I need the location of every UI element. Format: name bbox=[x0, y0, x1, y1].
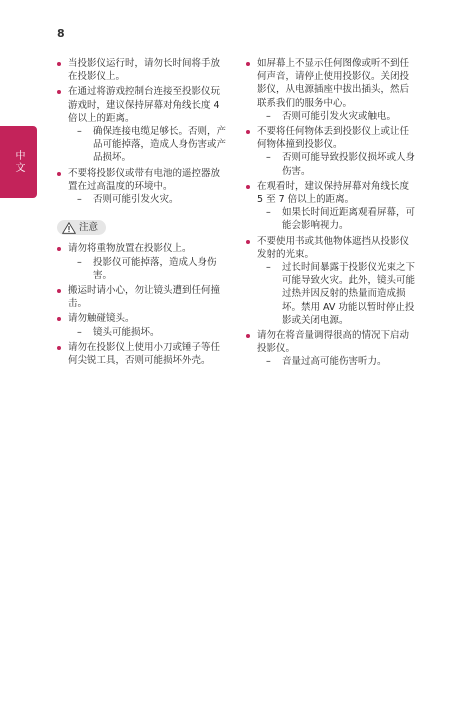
bullet-text: 不要将任何物体丢到投影仪上或让任何物体撞到投影仪。 bbox=[257, 126, 410, 151]
caution-badge bbox=[57, 220, 106, 235]
sub-item bbox=[266, 151, 416, 177]
bullet-text: 在通过将游戏控制台连接至投影仪玩游戏时，建议保持屏幕对角线长度 4 倍以上的距离。 bbox=[68, 86, 221, 124]
left-list-after bbox=[57, 242, 227, 367]
dash-marker: – bbox=[266, 110, 271, 122]
dash-marker: – bbox=[77, 326, 82, 338]
bullet-item bbox=[57, 341, 227, 367]
sub-item bbox=[266, 355, 416, 368]
left-list-before bbox=[57, 57, 227, 206]
language-tab-label: 中文 bbox=[13, 150, 24, 174]
dash-marker: – bbox=[266, 262, 271, 274]
sub-item bbox=[266, 261, 416, 327]
page-number: 8 bbox=[57, 27, 65, 40]
bullet-text: 请勿在将音量调得很高的情况下启动投影仪。 bbox=[257, 330, 410, 355]
dash-marker: – bbox=[266, 356, 271, 368]
dash-marker: – bbox=[77, 194, 82, 206]
sub-item bbox=[77, 125, 227, 165]
bullet-item bbox=[57, 284, 227, 310]
dash-marker: – bbox=[77, 126, 82, 138]
dash-marker: – bbox=[77, 256, 82, 268]
bullet-item bbox=[57, 312, 227, 338]
dash-marker: – bbox=[266, 152, 271, 164]
bullet-item bbox=[246, 329, 416, 369]
sub-item-text: 过长时间暴露于投影仪光束之下可能导致火灾。此外，镜头可能过热并因反射的热量而造成损坏。禁用 AV 功能以暂时停止投影或关闭电源。 bbox=[282, 262, 416, 326]
bullet-dot-icon bbox=[57, 172, 61, 176]
right-list bbox=[246, 57, 416, 369]
sub-item-text: 投影仪可能掉落，造成人身伤害。 bbox=[93, 256, 217, 281]
bullet-text: 请勿在投影仪上使用小刀或锤子等任何尖锐工具，否则可能损坏外壳。 bbox=[68, 341, 221, 367]
bullet-dot-icon bbox=[246, 62, 250, 66]
bullet-item bbox=[246, 125, 416, 178]
bullet-dot-icon bbox=[57, 90, 61, 94]
dash-marker: – bbox=[266, 207, 271, 219]
right-column bbox=[246, 57, 416, 371]
sub-item bbox=[77, 326, 227, 339]
bullet-item bbox=[57, 167, 227, 207]
bullet-item bbox=[57, 85, 227, 164]
bullet-dot-icon bbox=[246, 185, 250, 189]
bullet-item bbox=[246, 235, 416, 327]
bullet-dot-icon bbox=[246, 130, 250, 134]
sub-item bbox=[266, 110, 416, 123]
sub-item bbox=[266, 206, 416, 232]
bullet-dot-icon bbox=[57, 317, 61, 321]
bullet-text: 在观看时，建议保持屏幕对角线长度 5 至 7 倍以上的距离。 bbox=[257, 180, 410, 206]
bullet-dot-icon bbox=[246, 240, 250, 244]
bullet-text: 请勿将重物放置在投影仪上。 bbox=[68, 243, 192, 255]
warning-triangle-icon bbox=[62, 222, 76, 234]
bullet-dot-icon bbox=[57, 62, 61, 66]
bullet-text: 不要使用书或其他物体遮挡从投影仪发射的光束。 bbox=[257, 235, 410, 260]
sub-item bbox=[77, 256, 227, 282]
sub-item-text: 音量过高可能伤害听力。 bbox=[282, 356, 387, 368]
bullet-item bbox=[57, 242, 227, 282]
sub-item-text: 如果长时间近距离观看屏幕，可能会影响视力。 bbox=[282, 207, 416, 232]
left-column bbox=[57, 57, 227, 369]
bullet-text: 当投影仪运行时，请勿长时间将手放在投影仪上。 bbox=[68, 58, 221, 83]
bullet-text: 如屏幕上不显示任何图像或听不到任何声音，请停止使用投影仪。关闭投影仪，从电源插座中拔出插头，然后联系我们的服务中心。 bbox=[257, 58, 410, 109]
bullet-item bbox=[246, 180, 416, 233]
caution-label: 注意 bbox=[79, 222, 99, 234]
bullet-item bbox=[246, 57, 416, 123]
bullet-text: 请勿触碰镜头。 bbox=[68, 313, 135, 325]
bullet-dot-icon bbox=[57, 289, 61, 293]
sub-item-text: 否则可能引发火灾。 bbox=[93, 194, 179, 206]
sub-item-text: 镜头可能损坏。 bbox=[93, 326, 160, 338]
bullet-text: 搬运时请小心，勿让镜头遭到任何撞击。 bbox=[68, 285, 221, 310]
sub-item-text: 否则可能导致投影仪损坏或人身伤害。 bbox=[282, 152, 416, 177]
bullet-item bbox=[57, 57, 227, 83]
bullet-dot-icon bbox=[57, 247, 61, 251]
bullet-dot-icon bbox=[57, 346, 61, 350]
sub-item-text: 否则可能引发火灾或触电。 bbox=[282, 110, 397, 122]
language-tab bbox=[0, 126, 37, 198]
bullet-dot-icon bbox=[246, 334, 250, 338]
bullet-text: 不要将投影仪或带有电池的遥控器放置在过高温度的环境中。 bbox=[68, 167, 221, 192]
sub-item-text: 确保连接电缆足够长。否则，产品可能掉落，造成人身伤害或产品损坏。 bbox=[93, 126, 227, 164]
sub-item bbox=[77, 193, 227, 206]
